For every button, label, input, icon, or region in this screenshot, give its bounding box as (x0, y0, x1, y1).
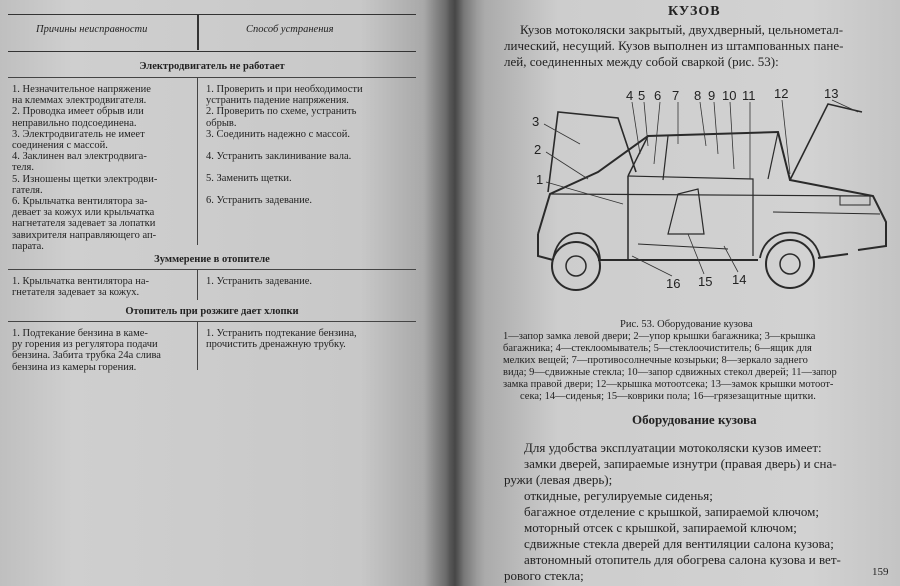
section-subtitle: Оборудование кузова (632, 412, 757, 427)
header-causes: Причины неисправности (36, 24, 148, 35)
rear-wheel (766, 240, 814, 288)
cause-line: нагнетателя задевает за лопатки (12, 218, 156, 230)
cause-line: ру горения из регулятора подачи (12, 339, 158, 351)
section3-causes (12, 328, 194, 373)
cause-line: 3. Электродвигатель не имеет (12, 128, 145, 140)
cause-line: 1. Незначительное напряжение (12, 84, 151, 95)
cause-line: 4. Заклинен вал электродвига- (12, 151, 147, 163)
cause-line: теля. (12, 162, 34, 174)
page-number: 159 (872, 566, 889, 578)
cause-line: 6. Крыльчатка вентилятора за- (12, 196, 148, 208)
section3-fixes (206, 328, 411, 350)
leader-lines (544, 100, 858, 276)
callout-11: 11 (742, 88, 756, 103)
fix-line: 1. Устранить задевание. (206, 276, 313, 287)
column-divider (197, 270, 198, 300)
table-column-divider (197, 14, 199, 50)
section2-causes (12, 276, 194, 298)
callout-3: 3 (532, 114, 540, 129)
callout-5: 5 (638, 88, 646, 103)
body-line: моторный отсек с крышкой, запираемой ключом; (524, 520, 797, 535)
cause-line: 2. Проводка имеет обрыв или (12, 106, 144, 118)
body-line: автономный отопитель для обогрева салона кузова и вет- (524, 552, 841, 567)
fix-line: 4. Устранить заклинивание вала. (206, 151, 352, 163)
body-line: сдвижные стекла дверей для вентиляции салона кузова; (524, 536, 834, 551)
page-title: КУЗОВ (668, 4, 721, 19)
callout-1: 1 (536, 172, 544, 187)
callout-16: 16 (666, 276, 681, 291)
wheels (552, 240, 814, 290)
body-line: замки дверей, запираемые изнутри (правая дверь) и сна- (524, 456, 837, 471)
book-fold (425, 0, 485, 586)
callout-10: 10 (722, 88, 737, 103)
intro-line: Кузов мотоколяски закрытый, двухдверный, цельнометал- (520, 22, 844, 37)
fix-line: 1. Проверить и при необходимости (206, 84, 363, 95)
section-rule (8, 77, 416, 78)
callout-6: 6 (654, 88, 662, 103)
callout-14: 14 (732, 272, 747, 287)
callout-13: 13 (824, 86, 839, 101)
section-rule (8, 269, 416, 270)
rear-wheel-hub (780, 254, 800, 274)
section1-causes (12, 84, 194, 252)
fix-line: устранить падение напряжения. (206, 95, 349, 107)
legend-line: замка правой двери; 12—крышка мотоотсека; 13—замок крышки мотоот- (503, 379, 834, 390)
cause-line: 1. Крыльчатка вентилятора на- (12, 276, 149, 287)
body-line: Для удобства эксплуатации мотоколяски кузов имеет: (524, 440, 822, 455)
callout-12: 12 (774, 86, 789, 101)
cause-line: бензина из камеры горения. (12, 361, 137, 373)
cause-line: бензина. Забита трубка 24а слива (12, 350, 161, 362)
callout-15: 15 (698, 274, 713, 289)
figure-caption: Рис. 53. Оборудование кузова (620, 319, 753, 330)
cause-line: девает за кожух или крыльчатка (12, 207, 155, 219)
body-line: багажное отделение с крышкой, запираемой ключом; (524, 504, 819, 519)
cause-line: соединения с массой. (12, 140, 108, 152)
cause-line: завихрителя направляющего ап- (12, 229, 157, 241)
legend-line: 1—запор замка левой двери; 2—упор крышки багажника; 3—крышка (503, 331, 816, 342)
callout-9: 9 (708, 88, 716, 103)
body-line: ружи (левая дверь); (504, 472, 613, 487)
section-rule (8, 321, 416, 322)
fix-line: обрыв. (206, 117, 237, 129)
fix-line: 1. Устранить подтекание бензина, (206, 328, 357, 339)
cause-line: гателя. (12, 184, 43, 196)
body-line: рового стекла; (504, 568, 584, 583)
car-body-figure (528, 84, 892, 304)
cause-line: парата. (12, 240, 44, 252)
front-wheel (552, 242, 600, 290)
intro-line: лей, соединенных между собой сваркой (рис. 53): (504, 54, 779, 69)
header-fixes: Способ устранения (246, 24, 334, 35)
legend-line: вида; 9—сдвижные стекла; 10—запор сдвижных стекол дверей; 11—запор (503, 367, 837, 378)
section-title-pops: Отопитель при розжиге дает хлопки (125, 306, 299, 317)
cause-line: неправильно подсоединена. (12, 117, 137, 129)
cause-line: гнетателя задевает за кожух. (12, 287, 140, 299)
column-divider (197, 322, 198, 370)
section1-fixes (206, 84, 411, 207)
section2-fixes (206, 276, 411, 287)
fix-line: 3. Соединить надежно с массой. (206, 128, 350, 140)
body-line: откидные, регулируемые сиденья; (524, 488, 713, 503)
callout-8: 8 (694, 88, 702, 103)
legend-line: мелких вещей; 7—противосолнечные козырьки; 8—зеркало заднего (503, 355, 808, 366)
callout-7: 7 (672, 88, 680, 103)
front-wheel-hub (566, 256, 586, 276)
fix-line: 5. Заменить щетки. (206, 173, 292, 185)
fix-line: прочистить дренажную трубку. (206, 339, 346, 351)
legend-line: багажника; 4—стеклоомыватель; 5—стеклоочиститель; 6—ящик для (503, 343, 812, 354)
cause-line: на клеммах электродвигателя. (12, 95, 147, 107)
cause-line: 1. Подтекание бензина в каме- (12, 328, 148, 339)
legend-line: сека; 14—сиденья; 15—коврики пола; 16—грязезащитные щитки. (520, 391, 816, 402)
callout-4: 4 (626, 88, 634, 103)
car-drawing (538, 104, 886, 260)
section-title-motor: Электродвигатель не работает (139, 61, 285, 72)
fix-line: 2. Проверить по схеме, устранить (206, 106, 357, 118)
fix-line: 6. Устранить задевание. (206, 195, 313, 207)
section-title-buzz: Зуммерение в отопителе (154, 254, 270, 265)
intro-line: лический, несущий. Кузов выполнен из штампованных пане- (504, 38, 844, 53)
cause-line: 5. Изношены щетки электродви- (12, 173, 158, 185)
column-divider (197, 78, 198, 245)
callout-2: 2 (534, 142, 542, 157)
